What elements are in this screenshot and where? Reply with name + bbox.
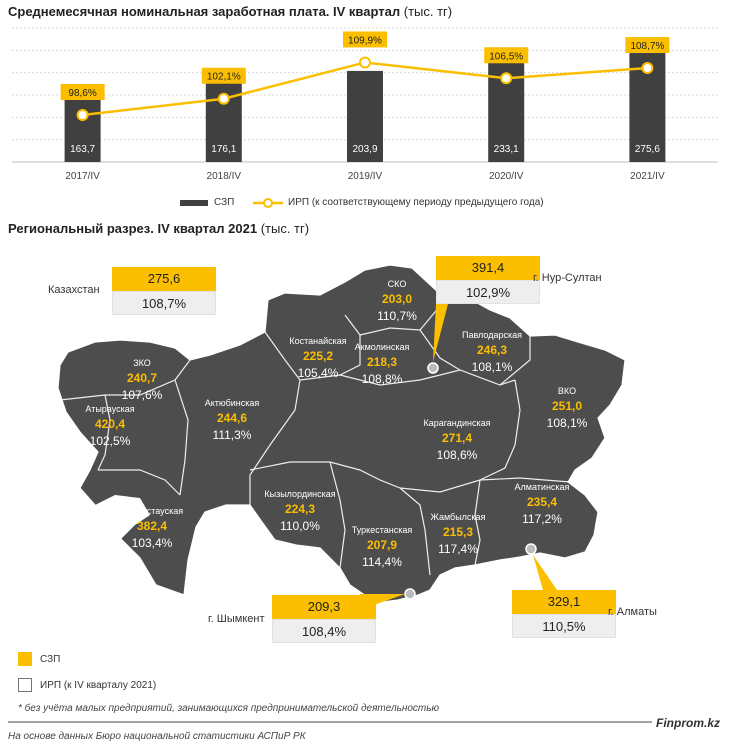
region-irp-value: 108,8% <box>361 372 403 386</box>
region-szp-value: 215,3 <box>442 525 474 539</box>
nursultan-box <box>436 256 540 304</box>
region-irp-value: 117,2% <box>522 512 562 526</box>
region-szp-value: 203,0 <box>381 292 413 306</box>
salary-chart <box>0 0 731 200</box>
source-note: На основе данных Бюро национальной статистики АСПиР РК <box>8 731 306 742</box>
region-name: Мангистауская <box>120 506 184 516</box>
x-tick-label: 2020/IV <box>488 171 524 182</box>
shymkent-box <box>272 595 376 643</box>
region-irp-value: 105,4% <box>297 366 339 380</box>
almaty-callout-pointer <box>533 555 557 590</box>
bar-value-label: 233,1 <box>493 144 519 155</box>
region-name: Кызылординская <box>264 489 336 499</box>
region-irp-value: 103,4% <box>131 536 173 550</box>
x-tick-label: 2018/IV <box>206 171 242 182</box>
region-name: Атырауская <box>85 404 135 414</box>
legend-line-swatch <box>253 198 283 208</box>
bar-value-label: 203,9 <box>352 144 378 155</box>
region-name: Акмолинская <box>354 342 410 352</box>
legend-irp-label: ИРП (к IV кварталу 2021) <box>40 679 157 691</box>
irp-value-label: 98,6% <box>68 88 97 99</box>
map-title <box>8 221 309 236</box>
irp-point <box>219 94 229 104</box>
region-szp-value: 240,7 <box>126 371 158 385</box>
region-szp-value: 420,4 <box>94 417 126 431</box>
region-szp-value: 225,2 <box>302 349 334 363</box>
legend-szp-swatch <box>18 652 32 666</box>
region-irp-value: 108,1% <box>471 360 513 374</box>
region-name: Жамбылская <box>430 512 486 522</box>
legend-bar-label: СЗП <box>214 197 235 208</box>
region-irp-value: 110,0% <box>280 519 320 533</box>
bar-value-label: 176,1 <box>211 144 237 155</box>
footnote: * без учёта малых предприятий, занимающихся предпринимательской деятельностью <box>18 703 440 714</box>
irp-value-label: 102,1% <box>206 71 241 83</box>
footer-rule <box>0 718 731 726</box>
almaty-irp: 110,5% <box>512 614 616 638</box>
map-title-main: Региональный разрез. IV квартал 2021 <box>8 221 258 236</box>
region-irp-value: 108,1% <box>546 416 588 430</box>
irp-point <box>360 57 370 67</box>
region-szp-value: 271,4 <box>441 431 473 445</box>
bar-value-label: 163,7 <box>70 144 96 155</box>
region-szp-value: 251,0 <box>551 399 583 413</box>
region-irp-value: 102,5% <box>89 434 131 448</box>
map-title-unit: (тыс. тг) <box>260 221 310 236</box>
region-irp-value: 107,6% <box>121 388 163 402</box>
region-name: ВКО <box>557 386 577 396</box>
kazakhstan-szp: 275,6 <box>112 267 216 291</box>
shymkent-marker <box>405 589 415 599</box>
kazakhstan-label: Казахстан <box>48 284 100 296</box>
shymkent-szp: 209,3 <box>272 595 376 619</box>
legend-szp <box>18 652 60 666</box>
kazakhstan-irp: 108,7% <box>112 291 216 315</box>
x-tick-label: 2021/IV <box>630 171 665 182</box>
almaty-box <box>512 590 616 638</box>
irp-value-label: 108,7% <box>630 41 665 53</box>
nursultan-marker <box>428 363 438 373</box>
region-szp-value: 224,3 <box>284 502 316 516</box>
irp-point <box>501 73 511 83</box>
chart-title-main: Среднемесячная номинальная заработная плата. IV квартал <box>8 4 401 19</box>
nursultan-szp: 391,4 <box>436 256 540 280</box>
region-name: Алматинская <box>514 482 570 492</box>
almaty-label: г. Алматы <box>608 606 657 618</box>
region-name: Актюбинская <box>204 398 260 408</box>
region-name: СКО <box>387 279 407 289</box>
x-tick-label: 2017/IV <box>65 171 100 182</box>
region-irp-value: 111,3% <box>212 428 252 442</box>
irp-point <box>78 110 88 120</box>
legend-bar-swatch <box>180 200 208 206</box>
brand-logo: Finprom.kz <box>656 716 721 730</box>
shymkent-irp: 108,4% <box>272 619 376 643</box>
region-szp-value: 207,9 <box>366 538 398 552</box>
region-name: ЗКО <box>133 358 151 368</box>
region-name: Павлодарская <box>462 330 522 340</box>
region-szp-value: 246,3 <box>476 343 508 357</box>
region-name: Костанайская <box>289 336 347 346</box>
region-name: Туркестанская <box>351 525 413 535</box>
nursultan-irp: 102,9% <box>436 280 540 304</box>
region-szp-value: 244,6 <box>216 411 248 425</box>
region-irp-value: 108,6% <box>436 448 478 462</box>
irp-value-label: 106,5% <box>489 51 524 63</box>
legend-bar <box>180 197 234 208</box>
bar-value-label: 275,6 <box>634 144 660 155</box>
irp-value-label: 109,9% <box>348 35 382 47</box>
kazakhstan-box <box>112 267 216 315</box>
region-irp-value: 114,4% <box>362 555 402 569</box>
region-szp-value: 235,4 <box>526 495 558 509</box>
region-irp-value: 117,4% <box>438 542 478 556</box>
region-name: Карагандинская <box>423 418 491 428</box>
nursultan-label: г. Нур-Султан <box>533 272 602 284</box>
legend-szp-label: СЗП <box>40 653 61 665</box>
shymkent-label: г. Шымкент <box>208 613 265 625</box>
legend-line <box>253 197 544 208</box>
x-tick-label: 2019/IV <box>347 171 383 182</box>
legend-irp-swatch <box>18 678 32 692</box>
legend-irp <box>18 678 156 692</box>
region-irp-value: 110,7% <box>377 309 417 323</box>
almaty-marker <box>526 544 536 554</box>
region-szp-value: 382,4 <box>136 519 168 533</box>
almaty-szp: 329,1 <box>512 590 616 614</box>
chart-title-unit: (тыс. тг) <box>403 4 453 19</box>
kazakhstan-map <box>0 240 731 650</box>
legend-line-label: ИРП (к соответствующему периоду предыдущего года) <box>288 197 544 208</box>
irp-point <box>642 63 652 73</box>
region-szp-value: 218,3 <box>366 355 398 369</box>
